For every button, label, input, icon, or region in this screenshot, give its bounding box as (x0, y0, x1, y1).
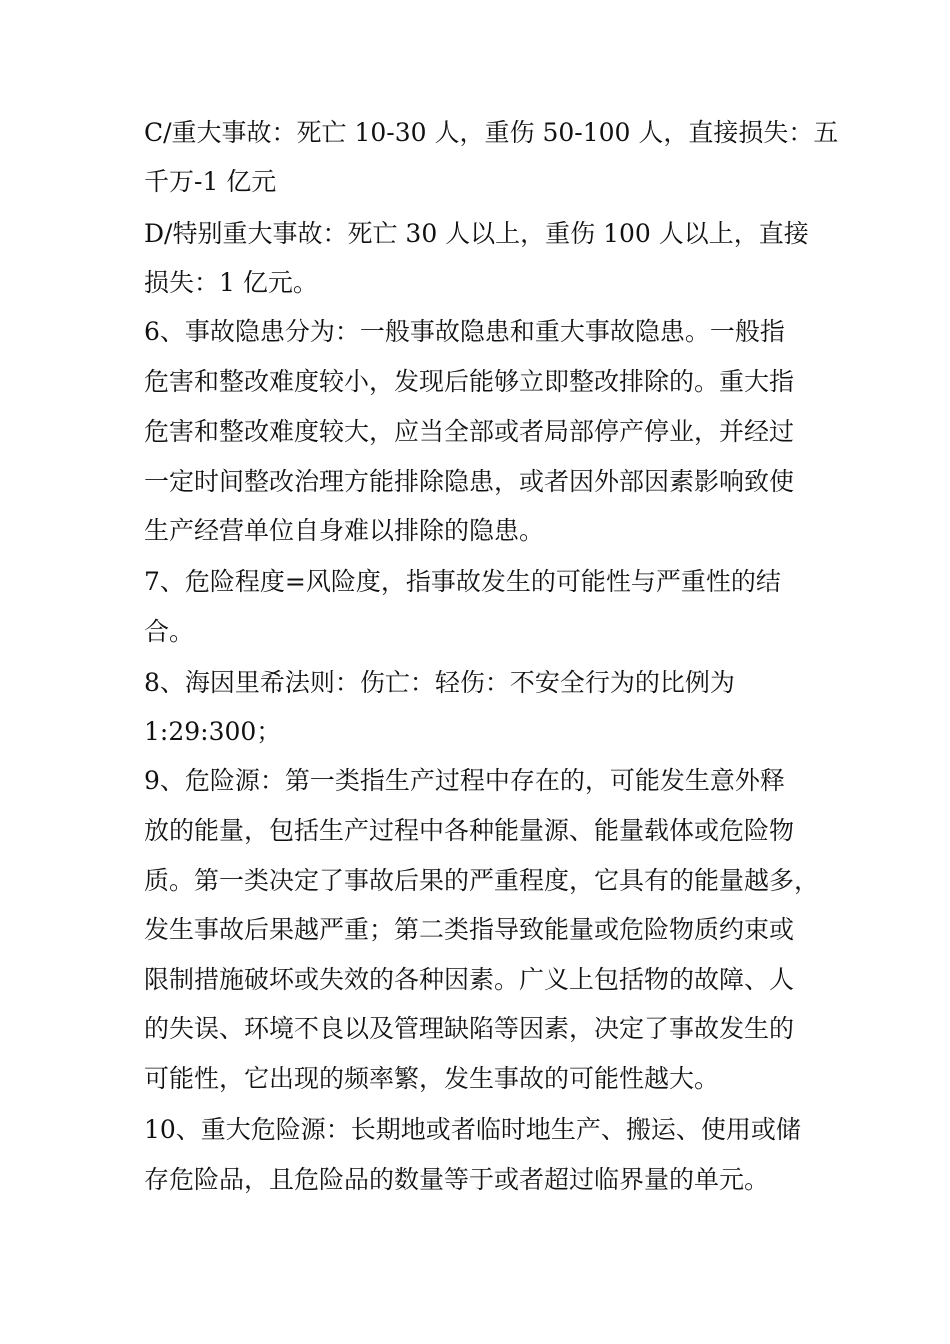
text-line: D/特别重大事故：死亡 30 人以上，重伤 100 人以上，直接 (144, 219, 809, 248)
text-line: 千万-1 亿元 (144, 167, 277, 196)
text-line: 的失误、环境不良以及管理缺陷等因素，决定了事故发生的 (144, 1014, 795, 1043)
text-line: 6、事故隐患分为：一般事故隐患和重大事故隐患。一般指 (144, 317, 785, 346)
text-line: 损失：1 亿元。 (144, 268, 318, 297)
text-line: 质。第一类决定了事故后果的严重程度，它具有的能量越多， (144, 866, 820, 895)
text-line: 合。 (144, 617, 195, 646)
text-line: 生产经营单位自身难以排除的隐患。 (144, 516, 545, 545)
text-line: 发生事故后果越严重；第二类指导致能量或危险物质约束或 (144, 915, 795, 944)
text-line: 限制措施破坏或失效的各种因素。广义上包括物的故障、人 (144, 965, 795, 994)
text-line: 存危险品，且危险品的数量等于或者超过临界量的单元。 (144, 1165, 770, 1194)
text-line: 危害和整改难度较小，发现后能够立即整改排除的。重大指 (144, 367, 795, 396)
text-line: 10、重大危险源：长期地或者临时地生产、搬运、使用或储 (144, 1115, 801, 1144)
text-line: 7、危险程度=风险度，指事故发生的可能性与严重性的结 (144, 567, 781, 596)
text-line: 危害和整改难度较大，应当全部或者局部停产停业，并经过 (144, 417, 795, 446)
text-line: 1:29:300； (144, 717, 282, 746)
text-line: 8、海因里希法则：伤亡：轻伤：不安全行为的比例为 (144, 668, 735, 697)
text-line: C/重大事故：死亡 10-30 人，重伤 50-100 人，直接损失：五 (144, 118, 839, 147)
text-line: 一定时间整改治理方能排除隐患，或者因外部因素影响致使 (144, 467, 795, 496)
text-line: 9、危险源：第一类指生产过程中存在的，可能发生意外释 (144, 766, 785, 795)
text-line: 放的能量，包括生产过程中各种能量源、能量载体或危险物 (144, 816, 795, 845)
text-line: 可能性，它出现的频率繁，发生事故的可能性越大。 (144, 1064, 720, 1093)
